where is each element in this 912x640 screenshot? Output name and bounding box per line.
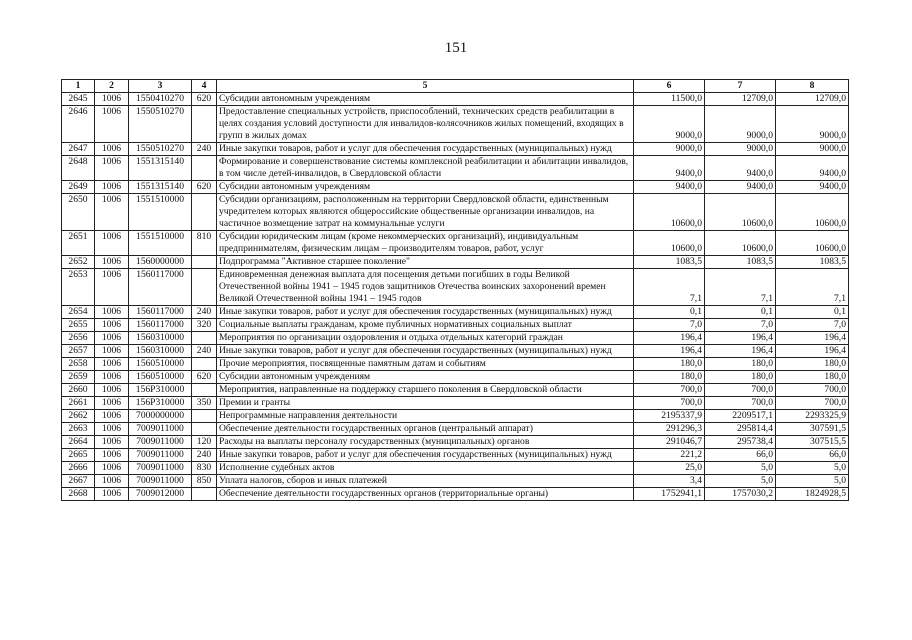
amount-col-6: 1083,5 [634,256,705,269]
row-number: 2648 [62,156,95,181]
amount-col-6: 196,4 [634,332,705,345]
amount-col-7: 9400,0 [705,181,776,194]
section-code: 1006 [95,231,129,256]
amount-col-7: 295738,4 [705,436,776,449]
item-name: Субсидии организациям, расположенным на территории Свердловской области, единственным учредителем которых являются общероссийские общественные организации инвалидов, на частичное возмещение затрат на коммунальные услуги [217,194,634,231]
table-row [62,436,849,449]
expense-type-code: 240 [192,345,217,358]
item-name: Иные закупки товаров, работ и услуг для обеспечения государственных (муниципальных) нужд [217,306,634,319]
item-name: Мероприятия, направленные на поддержку старшего поколения в Свердловской области [217,384,634,397]
table-row [62,332,849,345]
row-number: 2655 [62,319,95,332]
target-code: 1551510000 [129,194,192,231]
section-code: 1006 [95,410,129,423]
expense-type-code [192,410,217,423]
item-name: Единовременная денежная выплата для посещения детьми погибших в годы Великой Отечественной войны 1941 – 1945 годов защитников Отечества воинских захоронений времен Великой Отечественной войны 1941 – 1945 годов [217,269,634,306]
amount-col-8: 1083,5 [776,256,849,269]
section-code: 1006 [95,332,129,345]
table-row [62,106,849,143]
target-code: 1550510270 [129,106,192,143]
expense-type-code [192,332,217,345]
expense-type-code: 320 [192,319,217,332]
expense-type-code: 120 [192,436,217,449]
expense-type-code [192,358,217,371]
amount-col-8: 5,0 [776,475,849,488]
amount-col-6: 291046,7 [634,436,705,449]
amount-col-7: 1757030,2 [705,488,776,501]
section-code: 1006 [95,436,129,449]
target-code: 1560000000 [129,256,192,269]
expense-type-code: 240 [192,306,217,319]
header-col-4: 4 [192,80,217,93]
amount-col-6: 196,4 [634,345,705,358]
expense-type-code: 810 [192,231,217,256]
table-row [62,319,849,332]
table-row [62,384,849,397]
target-code: 156P310000 [129,384,192,397]
amount-col-8: 307515,5 [776,436,849,449]
amount-col-8: 9400,0 [776,181,849,194]
amount-col-7: 196,4 [705,332,776,345]
table-body [62,93,849,501]
item-name: Социальные выплаты гражданам, кроме публичных нормативных социальных выплат [217,319,634,332]
target-code: 7009011000 [129,475,192,488]
row-number: 2660 [62,384,95,397]
table-row [62,143,849,156]
amount-col-6: 9000,0 [634,143,705,156]
expense-type-code [192,156,217,181]
amount-col-8: 9000,0 [776,106,849,143]
item-name: Иные закупки товаров, работ и услуг для обеспечения государственных (муниципальных) нужд [217,449,634,462]
item-name: Непрограммные направления деятельности [217,410,634,423]
table-row [62,410,849,423]
row-number: 2664 [62,436,95,449]
table-row [62,306,849,319]
target-code: 1560117000 [129,319,192,332]
header-col-3: 3 [129,80,192,93]
amount-col-7: 295814,4 [705,423,776,436]
amount-col-7: 9000,0 [705,143,776,156]
row-number: 2649 [62,181,95,194]
item-name: Мероприятия по организации оздоровления и отдыха отдельных категорий граждан [217,332,634,345]
table-row [62,449,849,462]
header-col-1: 1 [62,80,95,93]
table-row [62,462,849,475]
section-code: 1006 [95,306,129,319]
header-col-8: 8 [776,80,849,93]
amount-col-6: 700,0 [634,397,705,410]
amount-col-7: 10600,0 [705,231,776,256]
item-name: Прочие мероприятия, посвященные памятным датам и событиям [217,358,634,371]
header-col-6: 6 [634,80,705,93]
table-row [62,358,849,371]
target-code: 1560510000 [129,358,192,371]
expense-type-code: 350 [192,397,217,410]
target-code: 1551510000 [129,231,192,256]
expense-type-code [192,194,217,231]
table-row [62,488,849,501]
row-number: 2656 [62,332,95,345]
amount-col-7: 5,0 [705,475,776,488]
amount-col-8: 9000,0 [776,143,849,156]
table-row [62,156,849,181]
amount-col-6: 7,0 [634,319,705,332]
table-row [62,423,849,436]
item-name: Подпрограмма "Активное старшее поколение" [217,256,634,269]
amount-col-7: 66,0 [705,449,776,462]
section-code: 1006 [95,475,129,488]
amount-col-7: 7,0 [705,319,776,332]
item-name: Иные закупки товаров, работ и услуг для обеспечения государственных (муниципальных) нужд [217,143,634,156]
amount-col-6: 0,1 [634,306,705,319]
target-code: 7000000000 [129,410,192,423]
amount-col-8: 0,1 [776,306,849,319]
amount-col-7: 2209517,1 [705,410,776,423]
amount-col-6: 3,4 [634,475,705,488]
table-row [62,269,849,306]
item-name: Расходы на выплаты персоналу государственных (муниципальных) органов [217,436,634,449]
row-number: 2662 [62,410,95,423]
row-number: 2650 [62,194,95,231]
amount-col-8: 307591,5 [776,423,849,436]
table-row [62,231,849,256]
item-name: Субсидии автономным учреждениям [217,371,634,384]
target-code: 1560117000 [129,269,192,306]
page-number: 151 [444,40,468,56]
expense-type-code [192,106,217,143]
amount-col-6: 11500,0 [634,93,705,106]
row-number: 2666 [62,462,95,475]
amount-col-7: 700,0 [705,384,776,397]
section-code: 1006 [95,345,129,358]
amount-col-6: 7,1 [634,269,705,306]
expense-type-code [192,269,217,306]
table-row [62,371,849,384]
section-code: 1006 [95,319,129,332]
item-name: Исполнение судебных актов [217,462,634,475]
target-code: 7009011000 [129,462,192,475]
item-name: Предоставление специальных устройств, приспособлений, технических средств реабилитации в целях создания условий доступности для инвалидов-колясочников жилых помещений, входящих в групп в жилых домах [217,106,634,143]
section-code: 1006 [95,156,129,181]
row-number: 2645 [62,93,95,106]
amount-col-6: 9400,0 [634,156,705,181]
amount-col-7: 7,1 [705,269,776,306]
item-name: Обеспечение деятельности государственных органов (центральный аппарат) [217,423,634,436]
table-row [62,256,849,269]
amount-col-8: 7,0 [776,319,849,332]
section-code: 1006 [95,358,129,371]
amount-col-8: 700,0 [776,384,849,397]
item-name: Иные закупки товаров, работ и услуг для обеспечения государственных (муниципальных) нужд [217,345,634,358]
amount-col-7: 180,0 [705,371,776,384]
amount-col-8: 2293325,9 [776,410,849,423]
section-code: 1006 [95,384,129,397]
section-code: 1006 [95,181,129,194]
amount-col-6: 1752941,1 [634,488,705,501]
expense-type-code: 620 [192,93,217,106]
target-code: 1560310000 [129,345,192,358]
amount-col-6: 180,0 [634,371,705,384]
table-row [62,397,849,410]
expense-type-code: 620 [192,181,217,194]
amount-col-8: 196,4 [776,332,849,345]
row-number: 2651 [62,231,95,256]
amount-col-8: 180,0 [776,358,849,371]
table-row [62,93,849,106]
expense-type-code: 240 [192,449,217,462]
amount-col-6: 291296,3 [634,423,705,436]
amount-col-7: 9000,0 [705,106,776,143]
expense-type-code [192,384,217,397]
section-code: 1006 [95,397,129,410]
row-number: 2647 [62,143,95,156]
header-col-7: 7 [705,80,776,93]
row-number: 2667 [62,475,95,488]
header-col-5: 5 [217,80,634,93]
section-code: 1006 [95,371,129,384]
amount-col-8: 9400,0 [776,156,849,181]
table-row [62,345,849,358]
amount-col-8: 1824928,5 [776,488,849,501]
expense-type-code: 850 [192,475,217,488]
section-code: 1006 [95,106,129,143]
target-code: 1560310000 [129,332,192,345]
amount-col-6: 9000,0 [634,106,705,143]
row-number: 2659 [62,371,95,384]
item-name: Субсидии юридическим лицам (кроме некоммерческих организаций), индивидуальным предпринимателям, физическим лицам – производителям товаров, работ, услуг [217,231,634,256]
section-code: 1006 [95,423,129,436]
row-number: 2658 [62,358,95,371]
target-code: 1560117000 [129,306,192,319]
amount-col-7: 180,0 [705,358,776,371]
row-number: 2665 [62,449,95,462]
amount-col-6: 10600,0 [634,194,705,231]
amount-col-8: 12709,0 [776,93,849,106]
row-number: 2652 [62,256,95,269]
amount-col-6: 25,0 [634,462,705,475]
expense-type-code: 620 [192,371,217,384]
amount-col-8: 66,0 [776,449,849,462]
amount-col-8: 180,0 [776,371,849,384]
amount-col-7: 196,4 [705,345,776,358]
amount-col-7: 12709,0 [705,93,776,106]
budget-table [61,79,849,501]
header-col-2: 2 [95,80,129,93]
target-code: 7009011000 [129,449,192,462]
target-code: 1551315140 [129,181,192,194]
section-code: 1006 [95,256,129,269]
item-name: Субсидии автономным учреждениям [217,181,634,194]
amount-col-6: 9400,0 [634,181,705,194]
section-code: 1006 [95,462,129,475]
header-row [62,80,849,93]
target-code: 7009011000 [129,423,192,436]
amount-col-7: 10600,0 [705,194,776,231]
amount-col-8: 10600,0 [776,194,849,231]
item-name: Субсидии автономным учреждениям [217,93,634,106]
expense-type-code: 830 [192,462,217,475]
target-code: 1551315140 [129,156,192,181]
table-row [62,475,849,488]
section-code: 1006 [95,488,129,501]
target-code: 1550410270 [129,93,192,106]
row-number: 2646 [62,106,95,143]
expense-type-code: 240 [192,143,217,156]
amount-col-8: 700,0 [776,397,849,410]
section-code: 1006 [95,143,129,156]
amount-col-7: 9400,0 [705,156,776,181]
amount-col-6: 10600,0 [634,231,705,256]
section-code: 1006 [95,449,129,462]
row-number: 2654 [62,306,95,319]
amount-col-7: 700,0 [705,397,776,410]
amount-col-6: 221,2 [634,449,705,462]
item-name: Премии и гранты [217,397,634,410]
row-number: 2668 [62,488,95,501]
item-name: Формирование и совершенствование системы комплексной реабилитации и абилитации инвалидов, в том числе детей-инвалидов, в Свердловской области [217,156,634,181]
row-number: 2657 [62,345,95,358]
expense-type-code [192,488,217,501]
amount-col-8: 7,1 [776,269,849,306]
target-code: 7009011000 [129,436,192,449]
expense-type-code [192,256,217,269]
section-code: 1006 [95,194,129,231]
amount-col-6: 180,0 [634,358,705,371]
item-name: Уплата налогов, сборов и иных платежей [217,475,634,488]
amount-col-7: 5,0 [705,462,776,475]
amount-col-7: 0,1 [705,306,776,319]
row-number: 2663 [62,423,95,436]
section-code: 1006 [95,93,129,106]
amount-col-8: 5,0 [776,462,849,475]
expense-type-code [192,423,217,436]
item-name: Обеспечение деятельности государственных органов (территориальные органы) [217,488,634,501]
amount-col-7: 1083,5 [705,256,776,269]
amount-col-6: 700,0 [634,384,705,397]
section-code: 1006 [95,269,129,306]
row-number: 2653 [62,269,95,306]
target-code: 1560510000 [129,371,192,384]
table-row [62,181,849,194]
target-code: 1550510270 [129,143,192,156]
target-code: 7009012000 [129,488,192,501]
amount-col-8: 10600,0 [776,231,849,256]
row-number: 2661 [62,397,95,410]
table-row [62,194,849,231]
target-code: 156P310000 [129,397,192,410]
amount-col-8: 196,4 [776,345,849,358]
amount-col-6: 2195337,9 [634,410,705,423]
